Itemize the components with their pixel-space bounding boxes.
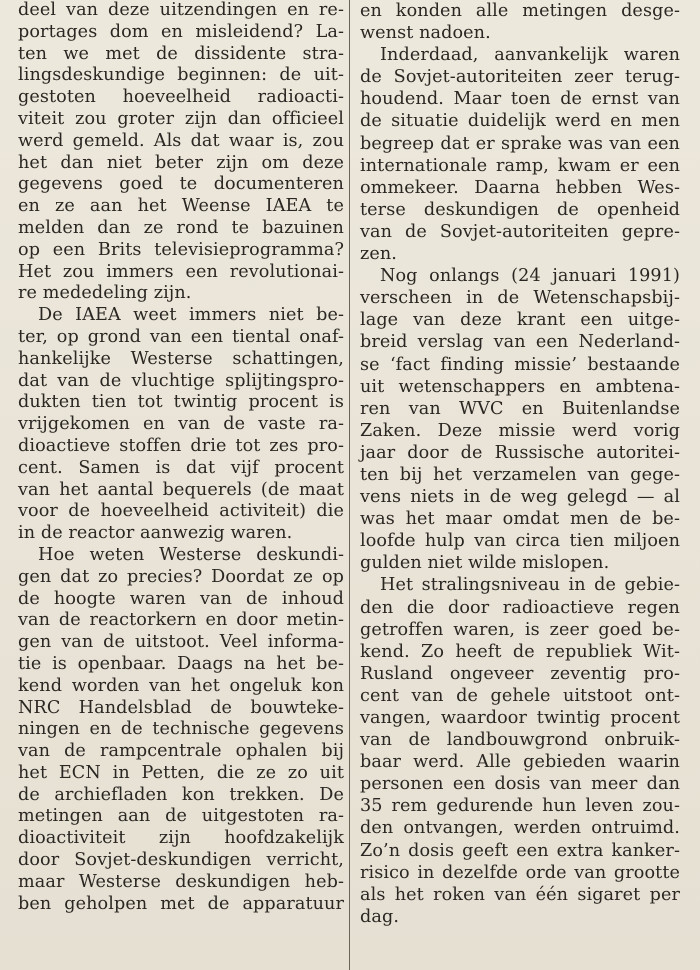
text-line: den die door radioactieve regen (360, 597, 680, 618)
text-line: breid verslag van een Nederland- (360, 332, 680, 353)
text-line: de Sovjet-autoriteiten zeer terug- (360, 67, 680, 88)
text-line: Hoe weten Westerse deskundi- (38, 544, 344, 565)
text-line: en konden alle metingen desge- (360, 1, 680, 21)
text-line: personen een dosis van meer dan (360, 774, 680, 795)
text-line: ommekeer. Daarna hebben Wes- (360, 177, 680, 198)
text-line: maar Westerse deskundigen heb- (18, 871, 344, 892)
text-line: werd gemeld. Als dat waar is, zou (18, 130, 344, 151)
text-line: baar werd. Alle gebieden waarin (360, 752, 680, 773)
text-line: kend worden van het ongeluk kon (18, 675, 344, 696)
text-line: terse deskundigen de openheid (360, 199, 680, 220)
text-line: vangen, waardoor twintig procent (360, 708, 680, 728)
text-line: loofde hulp van circa tien miljoen (360, 531, 680, 552)
text-line: Het stralingsniveau in de gebie- (380, 575, 680, 596)
text-line: vrijgekomen en van de vaste ra- (18, 414, 344, 435)
text-line: hankelijke Westerse schattingen, (18, 348, 344, 369)
text-line: deel van deze uitzendingen en re- (18, 0, 344, 20)
text-line: tie is openbaar. Daags na het be- (18, 653, 344, 674)
left-column (18, 0, 344, 915)
text-line: wenst nadoen. (360, 23, 491, 44)
text-line: ten we met de dissidente stra- (18, 43, 344, 64)
column-divider (349, 0, 350, 970)
text-line: van de landbouwgrond onbruik- (360, 730, 680, 751)
text-line: was het maar omdat men de be- (360, 509, 680, 530)
text-line: risico in dezelfde orde van grootte (360, 862, 680, 883)
text-line: als het roken van één sigaret per (360, 884, 680, 905)
text-line: metingen aan de uitgestoten ra- (18, 806, 344, 827)
text-line: van de reactorkern en door metin- (18, 610, 344, 631)
text-line: getroffen waren, is zeer goed be- (360, 619, 680, 640)
text-line: dat van de vluchtige splijtingspro- (18, 370, 344, 391)
text-line: gulden niet wilde mislopen. (360, 553, 610, 574)
text-line: gen dat zo precies? Doordat ze op (18, 566, 344, 587)
text-line: dioactiviteit zijn hoofdzakelijk (18, 828, 344, 849)
text-line: gegevens goed te documenteren (18, 174, 344, 195)
text-line: re mededeling zijn. (18, 283, 192, 304)
text-line: van de Sovjet-autoriteiten gepre- (360, 221, 680, 242)
text-line: ren van WVC en Buitenlandse (360, 398, 680, 419)
text-line: jaar door de Russische autoritei- (360, 442, 680, 463)
text-line: de hoogte waren van de inhoud (18, 588, 344, 609)
text-line: Zaken. Deze missie werd vorig (360, 420, 680, 441)
text-line: portages dom en misleidend? La- (18, 21, 344, 42)
text-line: lage van deze krant een uitge- (360, 310, 680, 331)
text-line: Zo’n dosis geeft een extra kanker- (360, 840, 680, 861)
text-line: De IAEA weet immers niet be- (38, 305, 344, 326)
text-line: en ze aan het Weense IAEA te (18, 196, 344, 217)
text-line: Rusland ongeveer zeventig pro- (360, 663, 680, 684)
text-line: ben geholpen met de apparatuur (18, 893, 344, 914)
text-line: van de rampcentrale ophalen bij (18, 741, 344, 762)
text-line: lingsdeskundige beginnen: de uit- (18, 65, 344, 86)
text-line: dag. (360, 906, 400, 927)
text-line: zen. (360, 244, 398, 265)
text-line: voor de hoeveelheid activiteit) die (18, 501, 344, 522)
text-line: melden dan ze rond te bazuinen (18, 217, 344, 238)
text-line: ter, op grond van een tiental onaf- (18, 326, 344, 347)
text-line: Het zou immers een revolutionai- (18, 261, 344, 282)
text-line: kend. Zo heeft de republiek Wit- (360, 641, 680, 662)
text-line: dukten tien tot twintig procent is (18, 392, 344, 413)
text-line: vens niets in de weg gelegd — al (360, 487, 680, 508)
text-line: door Sovjet-deskundigen verricht, (18, 850, 344, 871)
text-line: den ontvangen, werden ontruimd. (360, 818, 680, 839)
right-column (360, 0, 680, 928)
text-line: NRC Handelsblad de bouwteke- (18, 697, 344, 718)
text-line: Nog onlangs (24 januari 1991) (380, 266, 680, 287)
text-line: gen van de uitstoot. Veel informa- (18, 632, 344, 653)
text-line: van het aantal bequerels (de maat (18, 479, 344, 500)
text-line: op een Brits televisieprogramma? (18, 239, 344, 260)
text-line: de situatie duidelijk werd en men (360, 111, 680, 132)
text-line: verscheen in de Wetenschapsbij- (360, 288, 680, 309)
text-line: begreep dat er sprake was van een (360, 133, 680, 154)
text-line: ten bij het verzamelen van gege- (360, 464, 680, 485)
text-line: dioactieve stoffen drie tot zes pro- (18, 435, 344, 456)
text-line: het dan niet beter zijn om deze (18, 152, 344, 173)
text-line: ningen en de technische gegevens (18, 719, 344, 740)
text-line: cent. Samen is dat vijf procent (18, 457, 344, 478)
text-line: in de reactor aanwezig waren. (18, 523, 293, 544)
text-line: de archiefladen kon trekken. De (18, 784, 344, 805)
text-line: cent van de gehele uitstoot ont- (360, 685, 680, 706)
text-line: internationale ramp, kwam er een (360, 155, 680, 176)
text-line: uit wetenschappers en ambtena- (360, 376, 680, 397)
text-line: houdend. Maar toen de ernst van (360, 89, 680, 110)
text-line: 35 rem gedurende hun leven zou- (360, 796, 680, 817)
text-line: gestoten hoeveelheid radioacti- (18, 87, 344, 108)
text-line: se ‘fact finding missie’ bestaande (360, 354, 680, 375)
text-line: Inderdaad, aanvankelijk waren (380, 45, 680, 66)
text-line: viteit zou groter zijn dan officieel (18, 108, 344, 129)
text-line: het ECN in Petten, die ze zo uit (18, 762, 344, 783)
